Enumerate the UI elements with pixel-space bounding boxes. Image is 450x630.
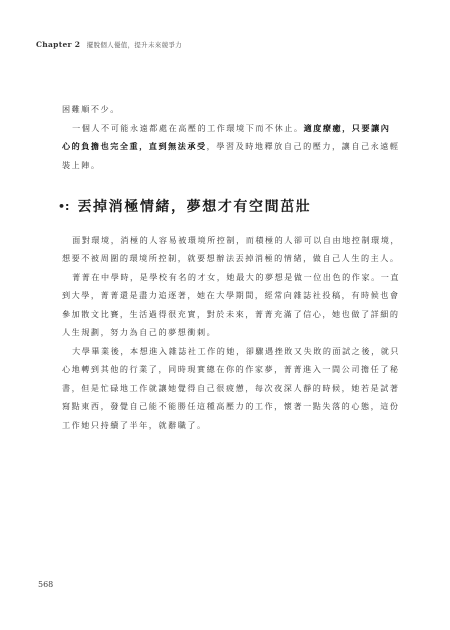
- paragraph-text: 困難順不少。: [62, 104, 120, 114]
- paragraph: [62, 119, 400, 175]
- page-body: [58, 100, 401, 434]
- paragraph-text: 面對環境，消極的人容易被環境所控制，而積極的人卻可以自由地控制環境，想要不被周圍的環境所控制，就要想辦法丟掉消極的情緒，做自己人生的主人。: [62, 234, 401, 263]
- emphasized-text: 適度療癒，只要讓內心的負擔也完全重，直到無法承受: [62, 122, 391, 151]
- running-header: [36, 40, 416, 49]
- section-bullet-icon: •:: [58, 200, 70, 213]
- paragraph-text: ，學習及時地釋放自己的壓力，讓自己永遠輕裝上陣。: [62, 141, 400, 170]
- intro-paragraphs: [62, 100, 400, 174]
- paragraph-text: 一個人不可能永遠都處在高壓的工作環境下而不休止。: [72, 122, 304, 133]
- paragraph-text: 大學畢業後，本想進入雜誌社工作的她，卻驟遇挫敗又失敗的面試之後，就只心地轉到其他的行業了，同時現實總在你的作家夢，菁菁進入一間公司擔任了秘書，但是忙碌地工作就讓她覺得自己很疲憊，每次夜深人靜的時候，她若是試著寫點東西，發覺自己能不能勝任這種高壓力的工作，懷著一點失落的心態，這份工作她只持續了半年，就辭職了。: [62, 345, 401, 430]
- paragraph: [62, 342, 400, 435]
- body-paragraphs: [62, 231, 400, 435]
- paragraph: [62, 268, 400, 342]
- paragraph: [62, 231, 400, 268]
- chapter-title: 擺脫個人優值，提升未來競爭力: [86, 41, 182, 49]
- section-heading: [58, 198, 400, 217]
- section-title: 丟掉消極情緒，夢想才有空間茁壯: [77, 199, 312, 215]
- chapter-label: Chapter 2: [36, 40, 81, 49]
- paragraph-text: 菁菁在中學時，是學校有名的才女，她最大的夢想是做一位出色的作家。一直到大學，菁菁還是盡力追逐著，她在大學期間，經常向雜誌社投稿，有時候也會參加散文比賽，生活過得很充實，對於未來，菁菁充滿了信心，她也做了詳細的人生規劃，努力為自己的夢想衝刺。: [62, 271, 401, 337]
- page-number: 568: [38, 580, 54, 589]
- paragraph: [62, 100, 400, 119]
